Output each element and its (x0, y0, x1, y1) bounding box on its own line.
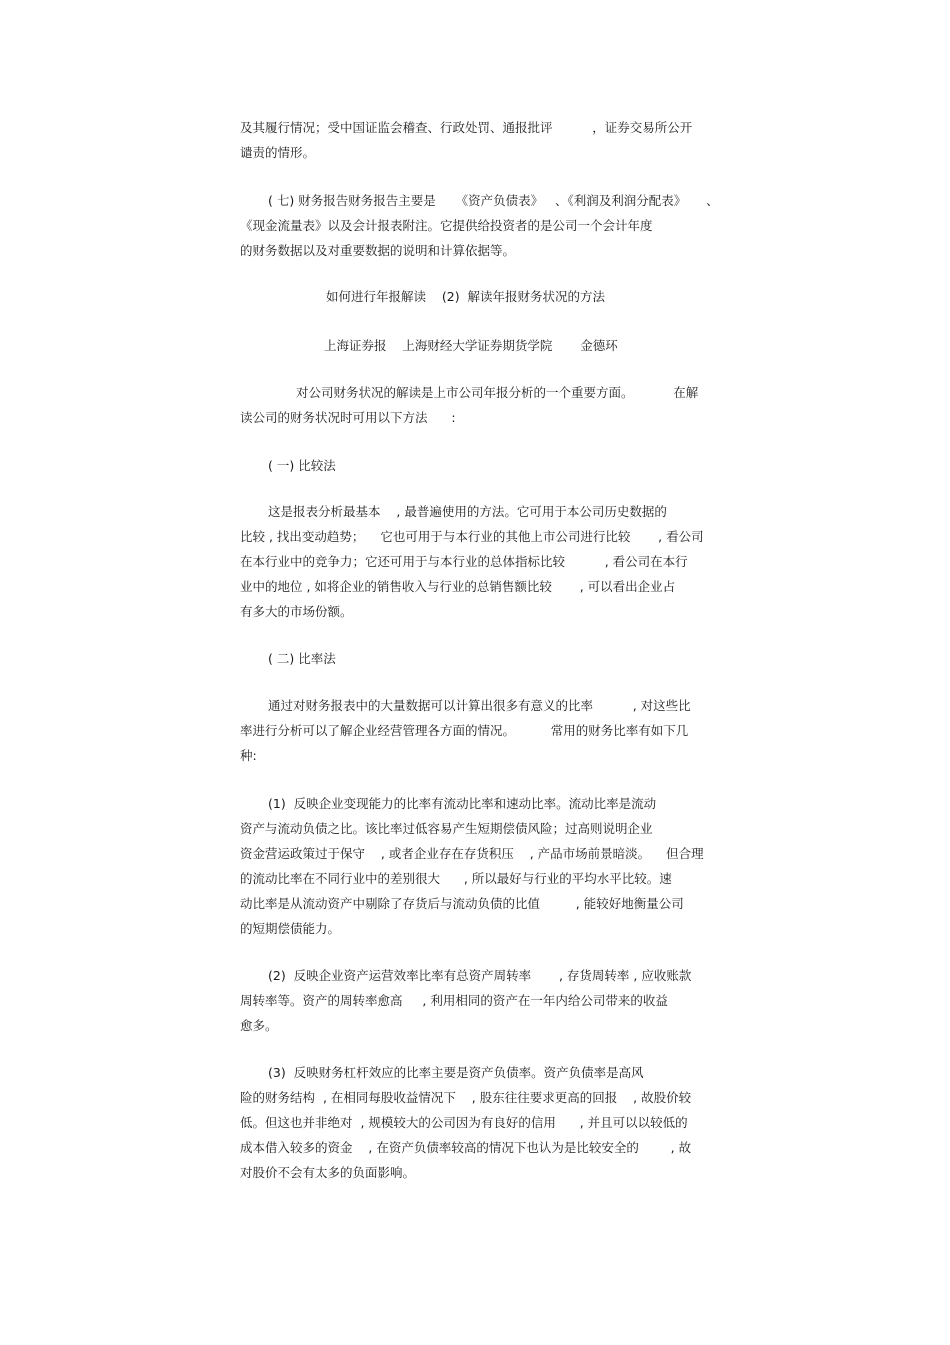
text-line: 比较 , 找出变动趋势； 它也可用于与本行业的其他上市公司进行比较 , 看公司 (240, 529, 704, 544)
text-line: 的财务数据以及对重要数据的说明和计算依据等。 (240, 243, 516, 258)
section-heading: ( 一) 比较法 (268, 458, 336, 473)
text-line: 成本借入较多的资金 , 在资产负债率较高的情况下也认为是比较安全的 , 故 (240, 1140, 692, 1155)
article-title: 如何进行年报解读 (2) 解读年报财务状况的方法 (326, 289, 606, 304)
text-line: (3) 反映财务杠杆效应的比率主要是资产负债率。资产负债率是高风 (268, 1065, 644, 1080)
text-line: 的流动比率在不同行业中的差别很大 , 所以最好与行业的平均水平比较。速 (240, 871, 672, 886)
text-line: 对公司财务状况的解读是上市公司年报分析的一个重要方面。 在解 (296, 385, 699, 400)
text-line: (2) 反映企业资产运营效率比率有总资产周转率 , 存货周转率 , 应收账款 (268, 968, 692, 983)
text-line: 资金营运政策过于保守 , 或者企业存在存货积压 , 产品市场前景暗淡。 但合理 (240, 846, 704, 861)
text-line: 周转率等。资产的周转率愈高 , 利用相同的资产在一年内给公司带来的收益 (240, 993, 668, 1008)
text-line: 险的财务结构 , 在相同每股收益情况下 , 股东往往要求更高的回报 , 故股价较 (240, 1090, 692, 1105)
text-line: 有多大的市场份额。 (240, 604, 353, 619)
text-line: 的短期偿债能力。 (240, 921, 341, 936)
text-line: 愈多。 (240, 1018, 278, 1033)
text-line: (1) 反映企业变现能力的比率有流动比率和速动比率。流动比率是流动 (268, 796, 657, 811)
section-heading: ( 二) 比率法 (268, 651, 336, 666)
text-line: ( 七) 财务报告财务报告主要是 《资产负债表》 、《利润及利润分配表》 、 (268, 193, 719, 208)
text-line: 低。但这也并非绝对 , 规模较大的公司因为有良好的信用 , 并且可以以较低的 (240, 1115, 688, 1130)
article-byline: 上海证券报 上海财经大学证券期货学院 金德环 (324, 338, 618, 353)
text-line: 业中的地位 , 如将企业的销售收入与行业的总销售额比较 , 可以看出企业占 (240, 579, 676, 594)
text-line: 《现金流量表》以及会计报表附注。它提供给投资者的是公司一个会计年度 (240, 218, 653, 233)
text-line: 率进行分析可以了解企业经营管理各方面的情况。 常用的财务比率有如下几 (240, 723, 689, 738)
text-line: 谴责的情形。 (240, 145, 316, 160)
text-line: 对股价不会有太多的负面影响。 (240, 1165, 416, 1180)
text-line: 种: (240, 748, 257, 763)
text-line: 读公司的财务状况时可用以下方法 : (240, 410, 456, 425)
text-line: 在本行业中的竞争力；它还可用于与本行业的总体指标比较 , 看公司在本行 (240, 554, 688, 569)
text-line: 动比率是从流动资产中剔除了存货后与流动负债的比值 , 能较好地衡量公司 (240, 896, 684, 911)
text-line: 通过对财务报表中的大量数据可以计算出很多有意义的比率 , 对这些比 (268, 698, 691, 713)
text-line: 这是报表分析最基本 , 最普遍使用的方法。它可用于本公司历史数据的 (268, 504, 667, 519)
text-line: 资产与流动负债之比。该比率过低容易产生短期偿债风险；过高则说明企业 (240, 821, 653, 836)
text-line: 及其履行情况；受中国证监会稽查、行政处罚、通报批评 ，证券交易所公开 (240, 120, 693, 135)
